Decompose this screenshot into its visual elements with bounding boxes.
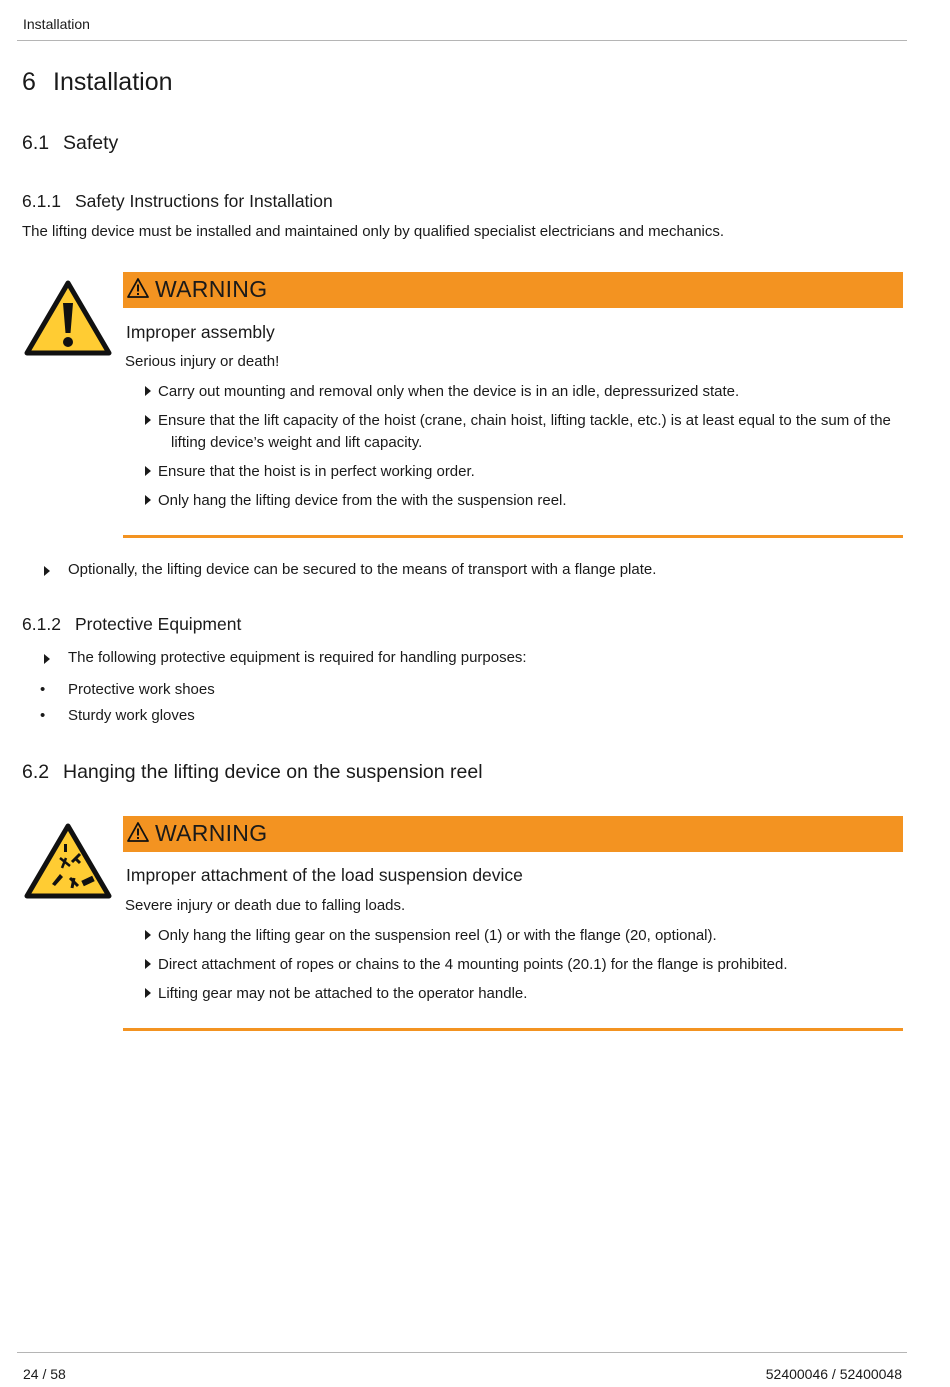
section-number: 6.1 (22, 132, 50, 154)
warning-triangle-icon (127, 822, 149, 842)
warning-exclamation-sign (24, 279, 112, 357)
arrow-right-icon (145, 466, 151, 476)
warning-step: Only hang the lifting device from the with the suspension reel. (145, 490, 895, 512)
warning-signal-word: WARNING (155, 820, 268, 846)
warning-step: Only hang the lifting gear on the suspension reel (1) or with the flange (20, optional). (145, 925, 895, 947)
hazard-title: Improper assembly (126, 322, 275, 342)
chapter-number: 6 (22, 68, 36, 96)
warning-banner (123, 272, 903, 308)
arrow-right-icon (145, 988, 151, 998)
instruction-step: The following protective equipment is required for handling purposes: (40, 649, 900, 669)
footer-rule (17, 1352, 907, 1353)
header-rule (17, 40, 907, 41)
arrow-right-icon (145, 415, 151, 425)
bullet-dot: • (40, 681, 46, 698)
list-item: • Sturdy work gloves (40, 707, 195, 724)
section-title: Hanging the lifting device on the suspension reel (63, 761, 483, 783)
section-title: Safety (63, 132, 119, 154)
subsection-number: 6.1.1 (22, 191, 61, 211)
arrow-right-icon (44, 566, 50, 576)
warning-step: Lifting gear may not be attached to the operator handle. (145, 983, 895, 1005)
warning-step: Ensure that the lift capacity of the hoist (crane, chain hoist, lifting tackle, etc.) is at least equal to the sum of the lifting device’s weight and lift capacity. (145, 410, 895, 454)
chapter-title: Installation (53, 68, 173, 96)
warning-triangle-icon (127, 278, 149, 298)
warning-end-rule (123, 535, 903, 538)
subsection-heading-instructions (22, 191, 333, 212)
subsection-title: Protective Equipment (75, 614, 242, 634)
warning-step: Carry out mounting and removal only when the device is in an idle, depressurized state. (145, 381, 895, 403)
list-item: • Protective work shoes (40, 681, 215, 698)
subsection-number: 6.1.2 (22, 614, 61, 634)
section-heading-hanging (22, 761, 483, 784)
document-id: 52400046 / 52400048 (765, 1366, 902, 1382)
arrow-right-icon (145, 930, 151, 940)
warning-signal-word: WARNING (155, 276, 268, 302)
warning-step: Direct attachment of ropes or chains to the 4 mounting points (20.1) for the flange is prohibited. (145, 954, 895, 976)
falling-objects-sign (24, 822, 112, 900)
warning-step: Ensure that the hoist is in perfect working order. (145, 461, 895, 483)
hazard-consequence: Severe injury or death due to falling loads. (125, 897, 406, 914)
instruction-step: Optionally, the lifting device can be secured to the means of transport with a flange plate. (40, 561, 900, 581)
hazard-consequence: Serious injury or death! (125, 353, 280, 370)
warning-end-rule (123, 1028, 903, 1031)
page-number: 24 / 58 (23, 1366, 66, 1382)
intro-paragraph: The lifting device must be installed and maintained only by qualified specialist electricians and mechanics. (22, 223, 725, 240)
hazard-title: Improper attachment of the load suspension device (126, 865, 523, 885)
arrow-right-icon (145, 386, 151, 396)
running-header: Installation (23, 16, 90, 32)
subsection-title: Safety Instructions for Installation (75, 191, 333, 211)
chapter-heading (22, 68, 173, 97)
subsection-heading-protective (22, 614, 241, 635)
bullet-dot: • (40, 707, 46, 724)
section-heading-safety (22, 132, 118, 155)
section-number: 6.2 (22, 761, 50, 783)
arrow-right-icon (145, 495, 151, 505)
arrow-right-icon (44, 654, 50, 664)
arrow-right-icon (145, 959, 151, 969)
warning-banner (123, 816, 903, 852)
